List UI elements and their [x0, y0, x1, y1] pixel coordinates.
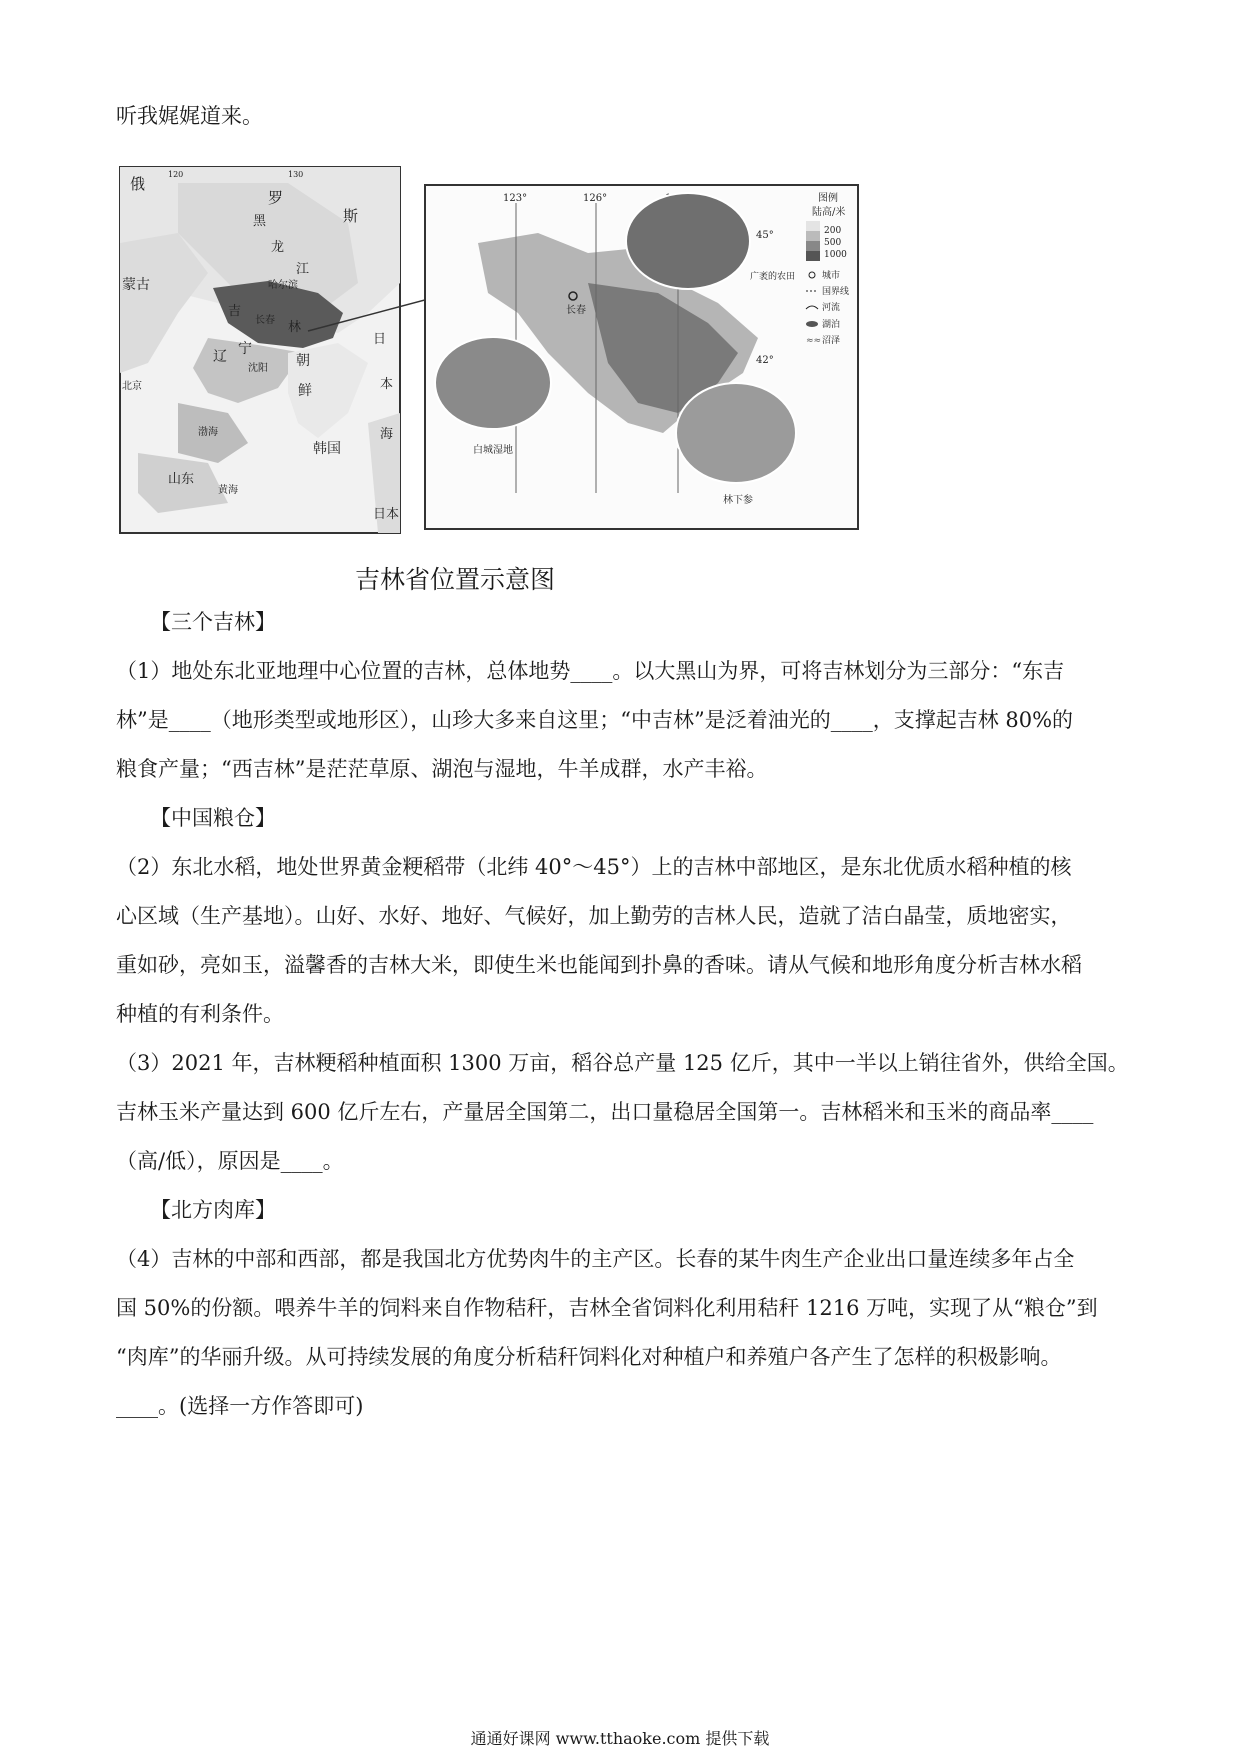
farmland-photo: [626, 193, 750, 289]
q3-line2: 吉林玉米产量达到 600 亿斤左右，产量居全国第二，出口量稳居全国第一。吉林稻米和玉米的商品率____: [116, 1100, 1094, 1124]
label-russia1: 俄: [130, 175, 146, 193]
legend-swamp: 沼泽: [822, 336, 841, 346]
page-footer: 通通好课网 www.tthaoke.com 提供下载: [470, 1729, 770, 1748]
label-harbin: 哈尔滨: [268, 280, 298, 291]
label-bohai: 渤海: [198, 427, 218, 438]
label-sea3: 海: [380, 427, 394, 442]
label-jilin2: 林: [288, 320, 302, 335]
q4-line4: ____。(选择一方作答即可): [116, 1394, 364, 1418]
wetland-photo: [435, 337, 551, 429]
legend-river: 河流: [822, 303, 841, 313]
legend-city: 城市: [822, 271, 841, 281]
legend-title: 图例: [818, 193, 838, 204]
label-lat42: 42°: [756, 355, 774, 366]
q2-line3: 重如砂，亮如玉，溢馨香的吉林大米，即使生米也能闻到扑鼻的香味。请从气候和地形角度分析吉林水稻: [116, 953, 1082, 977]
label-ginseng: 林下参: [723, 495, 753, 506]
q3-line1: （3）2021 年，吉林粳稻种植面积 1300 万亩，稻谷总产量 125 亿斤，其中一半以上销往省外，供给全国。: [116, 1051, 1129, 1075]
q1-line3: 粮食产量；“西吉林”是茫茫草原、湖泡与湿地，牛羊成群，水产丰裕。: [116, 757, 768, 781]
label-mongolia: 蒙古: [122, 277, 150, 293]
label-chaoxian1: 朝: [296, 353, 310, 369]
label-changchun-left: 长春: [255, 315, 275, 326]
q1-line1: （1）地处东北亚地理中心位置的吉林，总体地势____。以大黑山为界，可将吉林划分为三部分：“东吉: [116, 659, 1065, 683]
label-shenyang: 沈阳: [248, 363, 268, 374]
q2-line1: （2）东北水稻，地处世界黄金粳稻带（北纬 40°～45°）上的吉林中部地区，是东北优质水稻种植的核: [116, 855, 1072, 879]
section-title-granary: 【中国粮仓】: [150, 806, 276, 830]
label-shandong: 山东: [168, 472, 195, 487]
right-detail-map: [425, 185, 858, 529]
legend-elev1: 200: [824, 226, 842, 236]
label-chaoxian2: 鲜: [298, 383, 312, 399]
jilin-location-figure: [118, 163, 958, 543]
label-heilongjiang3: 江: [296, 262, 310, 277]
label-heilongjiang2: 龙: [271, 240, 285, 255]
section-title-meat-store: 【北方肉库】: [150, 1198, 276, 1222]
label-beijing: 北京: [122, 381, 142, 392]
figure-caption: 吉林省位置示意图: [355, 565, 556, 594]
legend-elev2: 500: [824, 238, 842, 248]
q2-line4: 种植的有利条件。: [116, 1002, 284, 1026]
label-huanghai: 黄海: [218, 485, 238, 496]
label-changchun-right: 长春: [566, 305, 586, 316]
label-lon130: 130: [288, 170, 304, 179]
q4-line1: （4）吉林的中部和西部，都是我国北方优势肉牛的主产区。长春的某牛肉生产企业出口量连续多年占全: [116, 1247, 1075, 1271]
jilin-location-map: [118, 163, 958, 543]
legend-lake: 湖泊: [822, 320, 841, 330]
label-liaoning1: 辽: [213, 349, 227, 365]
label-hanguo: 韩国: [313, 441, 341, 457]
legend-subtitle: 陆高/米: [812, 207, 846, 218]
label-heilongjiang1: 黑: [253, 214, 267, 229]
label-russia2: 罗: [268, 189, 284, 207]
q2-line2: 心区域（生产基地）。山好、水好、地好、气候好，加上勤劳的吉林人民，造就了洁白晶莹，质地密实，: [116, 904, 1072, 928]
label-lon120: 120: [168, 170, 184, 179]
svg-text:≈≈: ≈≈: [806, 336, 822, 346]
label-sea1: 日: [373, 332, 387, 347]
q4-line3: “肉库”的华丽升级。从可持续发展的角度分析秸秆饲料化对种植户和养殖户各产生了怎样的积极影响。: [116, 1345, 1062, 1369]
q3-line3: （高/低），原因是____。: [116, 1149, 344, 1173]
label-lon126: 126°: [583, 193, 608, 204]
label-jilin1: 吉: [228, 304, 242, 319]
label-lat45: 45°: [756, 230, 774, 241]
label-farmland: 广袤的农田: [750, 272, 796, 282]
label-liaoning2: 宁: [238, 341, 252, 357]
label-sea2: 本: [380, 377, 394, 392]
label-russia3: 斯: [343, 207, 359, 225]
legend-elev3: 1000: [824, 250, 847, 260]
label-lon123: 123°: [503, 193, 528, 204]
label-japan: 日本: [373, 507, 400, 522]
q4-line2: 国 50%的份额。喂养牛羊的饲料来自作物秸秆，吉林全省饲料化利用秸秆 1216 万吨，实现了从“粮仓”到: [116, 1296, 1098, 1320]
label-wetland: 白城湿地: [473, 445, 513, 456]
q1-line2: 林”是____（地形类型或地形区），山珍大多来自这里；“中吉林”是泛着油光的____，支撑起吉林 80%的: [116, 708, 1074, 732]
ginseng-photo: [676, 383, 796, 483]
section-title-three-jilin: 【三个吉林】: [150, 610, 276, 634]
legend-border: 国界线: [822, 287, 850, 297]
intro-line: 听我娓娓道来。: [116, 104, 263, 128]
